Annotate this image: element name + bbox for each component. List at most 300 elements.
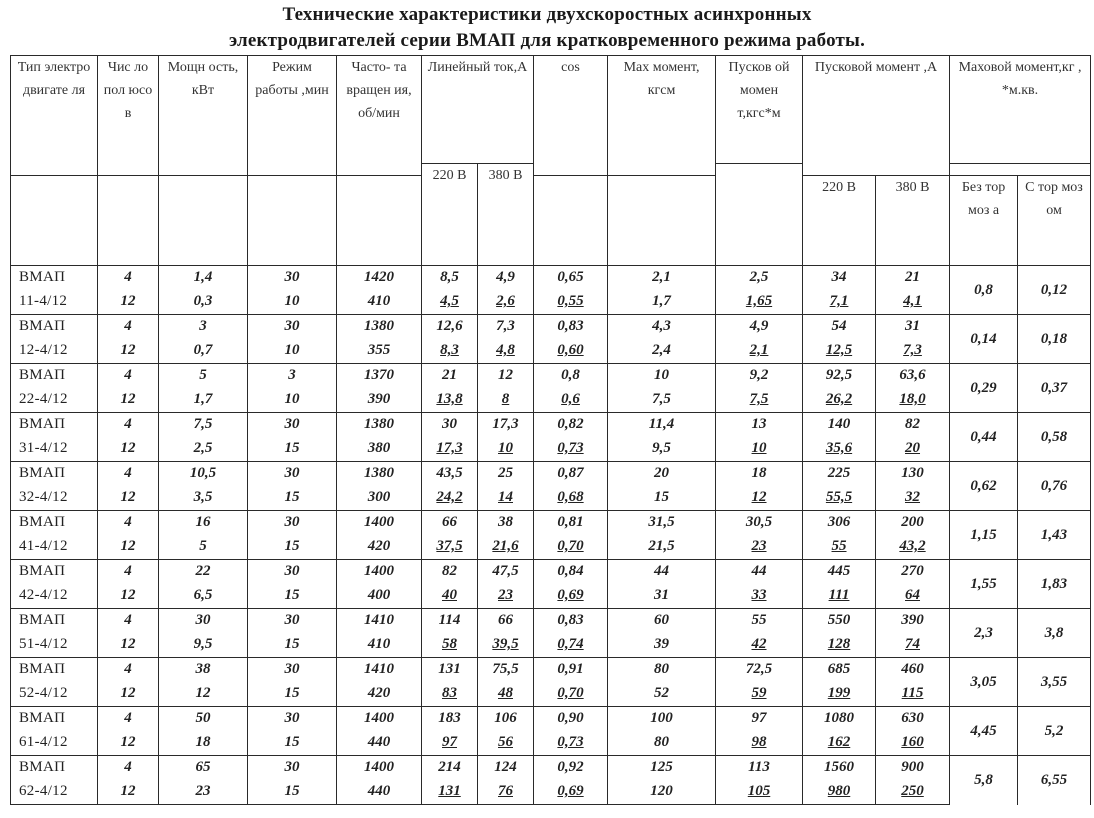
- cell-poles: 12: [98, 290, 159, 315]
- cell-start-moment: 72,5: [716, 658, 803, 683]
- cell-power: 0,3: [159, 290, 248, 315]
- cell-type: ВМАП: [11, 658, 98, 683]
- cell-cos: 0,83: [534, 315, 608, 340]
- cell-power: 3: [159, 315, 248, 340]
- cell-flywheel-brake: 1,43: [1018, 511, 1091, 560]
- cell-poles: 12: [98, 339, 159, 364]
- cell-type: ВМАП: [11, 315, 98, 340]
- cell-frequency: 1380: [337, 413, 422, 438]
- header-flywheel-no-brake: Без тор моз а: [950, 176, 1018, 266]
- cell-type: 52-4/12: [11, 682, 98, 707]
- cell-current-380: 10: [478, 437, 534, 462]
- cell-max-moment: 60: [608, 609, 716, 634]
- cell-current-380: 4,8: [478, 339, 534, 364]
- cell-type: 12-4/12: [11, 339, 98, 364]
- cell-power: 50: [159, 707, 248, 732]
- cell-flywheel-brake: 3,8: [1018, 609, 1091, 658]
- cell-frequency: 1410: [337, 658, 422, 683]
- cell-max-moment: 52: [608, 682, 716, 707]
- cell-type: 41-4/12: [11, 535, 98, 560]
- cell-type: ВМАП: [11, 511, 98, 536]
- cell-max-moment: 7,5: [608, 388, 716, 413]
- cell-start-current-380: 20: [876, 437, 950, 462]
- cell-poles: 4: [98, 266, 159, 291]
- header-current: Линейный ток,А: [422, 56, 534, 164]
- cell-cos: 0,82: [534, 413, 608, 438]
- header-type-cont: [11, 176, 98, 266]
- cell-cos: 0,87: [534, 462, 608, 487]
- cell-cos: 0,91: [534, 658, 608, 683]
- cell-mode: 10: [248, 339, 337, 364]
- cell-current-220: 58: [422, 633, 478, 658]
- cell-max-moment: 100: [608, 707, 716, 732]
- table-header: [11, 56, 1091, 266]
- table-row-cont: [11, 780, 1091, 805]
- cell-start-current-380: 115: [876, 682, 950, 707]
- header-start-moment-cont: [716, 164, 803, 266]
- cell-flywheel-brake: 0,58: [1018, 413, 1091, 462]
- cell-mode: 30: [248, 609, 337, 634]
- cell-current-380: 2,6: [478, 290, 534, 315]
- cell-current-380: 39,5: [478, 633, 534, 658]
- cell-flywheel-brake: 6,55: [1018, 756, 1091, 805]
- cell-max-moment: 80: [608, 658, 716, 683]
- cell-flywheel-no-brake: 0,8: [950, 266, 1018, 315]
- motor-spec-table: [10, 55, 1091, 805]
- cell-flywheel-no-brake: 3,05: [950, 658, 1018, 707]
- cell-power: 38: [159, 658, 248, 683]
- cell-flywheel-no-brake: 0,29: [950, 364, 1018, 413]
- cell-cos: 0,69: [534, 780, 608, 805]
- cell-current-380: 38: [478, 511, 534, 536]
- cell-start-current-380: 160: [876, 731, 950, 756]
- table-row: [11, 462, 1091, 487]
- cell-power: 2,5: [159, 437, 248, 462]
- cell-frequency: 355: [337, 339, 422, 364]
- header-flywheel-spacer: [950, 164, 1091, 176]
- cell-start-moment: 30,5: [716, 511, 803, 536]
- cell-current-380: 75,5: [478, 658, 534, 683]
- cell-flywheel-no-brake: 0,44: [950, 413, 1018, 462]
- cell-current-220: 17,3: [422, 437, 478, 462]
- cell-poles: 12: [98, 780, 159, 805]
- cell-cos: 0,83: [534, 609, 608, 634]
- cell-mode: 30: [248, 315, 337, 340]
- cell-current-380: 124: [478, 756, 534, 781]
- cell-current-220: 214: [422, 756, 478, 781]
- cell-power: 12: [159, 682, 248, 707]
- header-cos: cos: [534, 56, 608, 176]
- cell-start-current-380: 250: [876, 780, 950, 805]
- cell-start-moment: 33: [716, 584, 803, 609]
- header-power: Мощн ость, кВт: [159, 56, 248, 176]
- cell-poles: 4: [98, 364, 159, 389]
- table-row: [11, 756, 1091, 781]
- cell-cos: 0,55: [534, 290, 608, 315]
- cell-start-current-220: 55: [803, 535, 876, 560]
- header-start-current-220: 220 В: [803, 176, 876, 266]
- cell-type: 22-4/12: [11, 388, 98, 413]
- cell-poles: 4: [98, 511, 159, 536]
- cell-start-current-380: 32: [876, 486, 950, 511]
- table-row: [11, 658, 1091, 683]
- cell-start-current-220: 306: [803, 511, 876, 536]
- header-frequency-cont: [337, 176, 422, 266]
- cell-start-current-220: 7,1: [803, 290, 876, 315]
- cell-frequency: 1410: [337, 609, 422, 634]
- table-row: [11, 364, 1091, 389]
- cell-power: 5: [159, 535, 248, 560]
- cell-mode: 30: [248, 707, 337, 732]
- cell-type: ВМАП: [11, 413, 98, 438]
- cell-start-current-220: 111: [803, 584, 876, 609]
- cell-flywheel-no-brake: 1,15: [950, 511, 1018, 560]
- cell-frequency: 1400: [337, 756, 422, 781]
- cell-power: 22: [159, 560, 248, 585]
- cell-start-current-380: 74: [876, 633, 950, 658]
- table-row-cont: [11, 486, 1091, 511]
- cell-start-moment: 12: [716, 486, 803, 511]
- cell-frequency: 1400: [337, 511, 422, 536]
- cell-current-380: 106: [478, 707, 534, 732]
- cell-mode: 30: [248, 462, 337, 487]
- header-flywheel: Маховой момент,кг , *м.кв.: [950, 56, 1091, 164]
- cell-current-380: 76: [478, 780, 534, 805]
- cell-current-220: 66: [422, 511, 478, 536]
- cell-mode: 30: [248, 413, 337, 438]
- cell-start-moment: 10: [716, 437, 803, 462]
- cell-mode: 15: [248, 731, 337, 756]
- cell-current-220: 8,3: [422, 339, 478, 364]
- cell-power: 18: [159, 731, 248, 756]
- cell-mode: 30: [248, 511, 337, 536]
- cell-frequency: 380: [337, 437, 422, 462]
- cell-power: 30: [159, 609, 248, 634]
- cell-type: ВМАП: [11, 707, 98, 732]
- cell-start-current-220: 445: [803, 560, 876, 585]
- cell-current-220: 12,6: [422, 315, 478, 340]
- cell-poles: 4: [98, 560, 159, 585]
- cell-start-current-220: 225: [803, 462, 876, 487]
- cell-flywheel-brake: 0,76: [1018, 462, 1091, 511]
- cell-type: 11-4/12: [11, 290, 98, 315]
- cell-frequency: 440: [337, 780, 422, 805]
- cell-start-current-380: 43,2: [876, 535, 950, 560]
- cell-mode: 15: [248, 682, 337, 707]
- cell-max-moment: 21,5: [608, 535, 716, 560]
- table-row-cont: [11, 633, 1091, 658]
- table-row: [11, 315, 1091, 340]
- header-power-cont: [159, 176, 248, 266]
- cell-power: 0,7: [159, 339, 248, 364]
- cell-start-moment: 9,2: [716, 364, 803, 389]
- cell-start-current-380: 63,6: [876, 364, 950, 389]
- header-max-moment-cont: [608, 176, 716, 266]
- cell-power: 1,4: [159, 266, 248, 291]
- cell-power: 6,5: [159, 584, 248, 609]
- cell-frequency: 1400: [337, 707, 422, 732]
- cell-poles: 4: [98, 315, 159, 340]
- cell-start-current-220: 162: [803, 731, 876, 756]
- cell-poles: 4: [98, 413, 159, 438]
- cell-start-moment: 23: [716, 535, 803, 560]
- cell-current-220: 37,5: [422, 535, 478, 560]
- cell-frequency: 440: [337, 731, 422, 756]
- cell-power: 9,5: [159, 633, 248, 658]
- cell-current-220: 131: [422, 658, 478, 683]
- cell-frequency: 1420: [337, 266, 422, 291]
- header-max-moment: Max момент, кгсм: [608, 56, 716, 176]
- cell-mode: 15: [248, 584, 337, 609]
- cell-start-current-220: 55,5: [803, 486, 876, 511]
- cell-current-220: 30: [422, 413, 478, 438]
- cell-current-220: 4,5: [422, 290, 478, 315]
- cell-power: 1,7: [159, 388, 248, 413]
- cell-start-current-220: 980: [803, 780, 876, 805]
- cell-start-current-380: 390: [876, 609, 950, 634]
- cell-flywheel-no-brake: 0,14: [950, 315, 1018, 364]
- cell-current-220: 8,5: [422, 266, 478, 291]
- cell-max-moment: 9,5: [608, 437, 716, 462]
- cell-mode: 3: [248, 364, 337, 389]
- cell-poles: 4: [98, 609, 159, 634]
- cell-mode: 10: [248, 290, 337, 315]
- table-row-cont: [11, 290, 1091, 315]
- cell-start-current-380: 64: [876, 584, 950, 609]
- cell-max-moment: 1,7: [608, 290, 716, 315]
- cell-cos: 0,74: [534, 633, 608, 658]
- cell-max-moment: 31: [608, 584, 716, 609]
- table-row: [11, 413, 1091, 438]
- cell-start-moment: 97: [716, 707, 803, 732]
- cell-start-moment: 18: [716, 462, 803, 487]
- cell-start-current-380: 630: [876, 707, 950, 732]
- cell-poles: 12: [98, 584, 159, 609]
- cell-flywheel-no-brake: 4,45: [950, 707, 1018, 756]
- table-row-cont: [11, 584, 1091, 609]
- cell-current-220: 24,2: [422, 486, 478, 511]
- cell-start-current-380: 130: [876, 462, 950, 487]
- cell-current-220: 83: [422, 682, 478, 707]
- cell-power: 3,5: [159, 486, 248, 511]
- cell-frequency: 390: [337, 388, 422, 413]
- cell-mode: 15: [248, 437, 337, 462]
- table-row-cont: [11, 731, 1091, 756]
- cell-start-moment: 7,5: [716, 388, 803, 413]
- cell-current-380: 23: [478, 584, 534, 609]
- cell-type: ВМАП: [11, 609, 98, 634]
- cell-max-moment: 80: [608, 731, 716, 756]
- cell-start-current-220: 54: [803, 315, 876, 340]
- table-row: [11, 707, 1091, 732]
- cell-start-current-380: 31: [876, 315, 950, 340]
- cell-cos: 0,6: [534, 388, 608, 413]
- cell-mode: 15: [248, 633, 337, 658]
- cell-poles: 4: [98, 707, 159, 732]
- cell-mode: 15: [248, 780, 337, 805]
- cell-frequency: 1380: [337, 462, 422, 487]
- cell-start-current-380: 18,0: [876, 388, 950, 413]
- header-start-moment: Пусков ой момен т,кгс*м: [716, 56, 803, 164]
- cell-power: 65: [159, 756, 248, 781]
- cell-current-380: 21,6: [478, 535, 534, 560]
- cell-type: ВМАП: [11, 266, 98, 291]
- cell-frequency: 1400: [337, 560, 422, 585]
- cell-start-moment: 59: [716, 682, 803, 707]
- header-poles-cont: [98, 176, 159, 266]
- table-row-cont: [11, 682, 1091, 707]
- cell-flywheel-brake: 1,83: [1018, 560, 1091, 609]
- cell-flywheel-no-brake: 1,55: [950, 560, 1018, 609]
- cell-poles: 12: [98, 682, 159, 707]
- cell-current-380: 47,5: [478, 560, 534, 585]
- cell-cos: 0,68: [534, 486, 608, 511]
- cell-frequency: 420: [337, 535, 422, 560]
- cell-type: ВМАП: [11, 560, 98, 585]
- cell-start-current-380: 21: [876, 266, 950, 291]
- cell-start-moment: 44: [716, 560, 803, 585]
- cell-current-220: 82: [422, 560, 478, 585]
- cell-start-moment: 2,1: [716, 339, 803, 364]
- cell-max-moment: 39: [608, 633, 716, 658]
- cell-cos: 0,84: [534, 560, 608, 585]
- cell-start-current-380: 900: [876, 756, 950, 781]
- cell-max-moment: 20: [608, 462, 716, 487]
- cell-type: 61-4/12: [11, 731, 98, 756]
- cell-start-current-380: 200: [876, 511, 950, 536]
- cell-mode: 30: [248, 658, 337, 683]
- cell-mode: 15: [248, 486, 337, 511]
- cell-cos: 0,90: [534, 707, 608, 732]
- cell-flywheel-brake: 0,18: [1018, 315, 1091, 364]
- table-row: [11, 560, 1091, 585]
- cell-cos: 0,65: [534, 266, 608, 291]
- cell-start-current-220: 685: [803, 658, 876, 683]
- cell-start-current-220: 34: [803, 266, 876, 291]
- header-current-220: 220 В: [422, 164, 478, 266]
- cell-cos: 0,69: [534, 584, 608, 609]
- cell-start-current-220: 550: [803, 609, 876, 634]
- cell-type: ВМАП: [11, 462, 98, 487]
- document-title: [0, 0, 1094, 52]
- cell-current-380: 14: [478, 486, 534, 511]
- header-start-current-380: 380 В: [876, 176, 950, 266]
- cell-start-current-220: 35,6: [803, 437, 876, 462]
- cell-start-current-380: 270: [876, 560, 950, 585]
- cell-type: 42-4/12: [11, 584, 98, 609]
- cell-start-current-380: 4,1: [876, 290, 950, 315]
- cell-cos: 0,92: [534, 756, 608, 781]
- table-row-cont: [11, 339, 1091, 364]
- cell-current-220: 131: [422, 780, 478, 805]
- cell-start-moment: 1,65: [716, 290, 803, 315]
- cell-start-current-220: 92,5: [803, 364, 876, 389]
- table-row: [11, 609, 1091, 634]
- cell-max-moment: 11,4: [608, 413, 716, 438]
- cell-max-moment: 31,5: [608, 511, 716, 536]
- cell-type: 32-4/12: [11, 486, 98, 511]
- cell-power: 7,5: [159, 413, 248, 438]
- cell-frequency: 410: [337, 290, 422, 315]
- cell-flywheel-brake: 0,12: [1018, 266, 1091, 315]
- cell-max-moment: 15: [608, 486, 716, 511]
- cell-start-current-220: 128: [803, 633, 876, 658]
- cell-flywheel-no-brake: 2,3: [950, 609, 1018, 658]
- cell-start-current-380: 460: [876, 658, 950, 683]
- cell-max-moment: 2,4: [608, 339, 716, 364]
- table-row-cont: [11, 437, 1091, 462]
- header-start-current: Пусковой момент ,А: [803, 56, 950, 176]
- cell-power: 23: [159, 780, 248, 805]
- cell-flywheel-brake: 0,37: [1018, 364, 1091, 413]
- cell-start-moment: 13: [716, 413, 803, 438]
- cell-poles: 4: [98, 658, 159, 683]
- cell-cos: 0,73: [534, 437, 608, 462]
- table-row-cont: [11, 535, 1091, 560]
- cell-flywheel-brake: 3,55: [1018, 658, 1091, 707]
- header-current-380: 380 В: [478, 164, 534, 266]
- cell-frequency: 300: [337, 486, 422, 511]
- cell-current-380: 8: [478, 388, 534, 413]
- cell-frequency: 400: [337, 584, 422, 609]
- cell-start-current-220: 199: [803, 682, 876, 707]
- cell-frequency: 410: [337, 633, 422, 658]
- cell-mode: 30: [248, 756, 337, 781]
- table-body: [11, 266, 1091, 805]
- cell-power: 16: [159, 511, 248, 536]
- cell-start-current-220: 1080: [803, 707, 876, 732]
- cell-current-380: 66: [478, 609, 534, 634]
- table-row-cont: [11, 388, 1091, 413]
- header-cos-cont: [534, 176, 608, 266]
- header-mode: Режим работы ,мин: [248, 56, 337, 176]
- header-mode-cont: [248, 176, 337, 266]
- cell-flywheel-no-brake: 0,62: [950, 462, 1018, 511]
- cell-poles: 12: [98, 437, 159, 462]
- cell-cos: 0,81: [534, 511, 608, 536]
- cell-current-220: 13,8: [422, 388, 478, 413]
- cell-current-380: 56: [478, 731, 534, 756]
- cell-max-moment: 120: [608, 780, 716, 805]
- cell-current-380: 48: [478, 682, 534, 707]
- cell-poles: 12: [98, 388, 159, 413]
- cell-frequency: 1380: [337, 315, 422, 340]
- header-frequency: Часто- та вращен ия, об/мин: [337, 56, 422, 176]
- cell-poles: 4: [98, 756, 159, 781]
- cell-current-220: 40: [422, 584, 478, 609]
- cell-current-380: 7,3: [478, 315, 534, 340]
- cell-max-moment: 4,3: [608, 315, 716, 340]
- cell-poles: 12: [98, 731, 159, 756]
- cell-power: 10,5: [159, 462, 248, 487]
- cell-start-moment: 2,5: [716, 266, 803, 291]
- cell-start-current-220: 26,2: [803, 388, 876, 413]
- cell-start-moment: 4,9: [716, 315, 803, 340]
- cell-current-220: 43,5: [422, 462, 478, 487]
- cell-cos: 0,8: [534, 364, 608, 389]
- cell-max-moment: 10: [608, 364, 716, 389]
- cell-cos: 0,70: [534, 682, 608, 707]
- cell-max-moment: 44: [608, 560, 716, 585]
- cell-type: 62-4/12: [11, 780, 98, 805]
- cell-current-220: 97: [422, 731, 478, 756]
- cell-poles: 4: [98, 462, 159, 487]
- cell-poles: 12: [98, 633, 159, 658]
- cell-current-220: 183: [422, 707, 478, 732]
- cell-current-220: 114: [422, 609, 478, 634]
- cell-start-moment: 105: [716, 780, 803, 805]
- cell-cos: 0,70: [534, 535, 608, 560]
